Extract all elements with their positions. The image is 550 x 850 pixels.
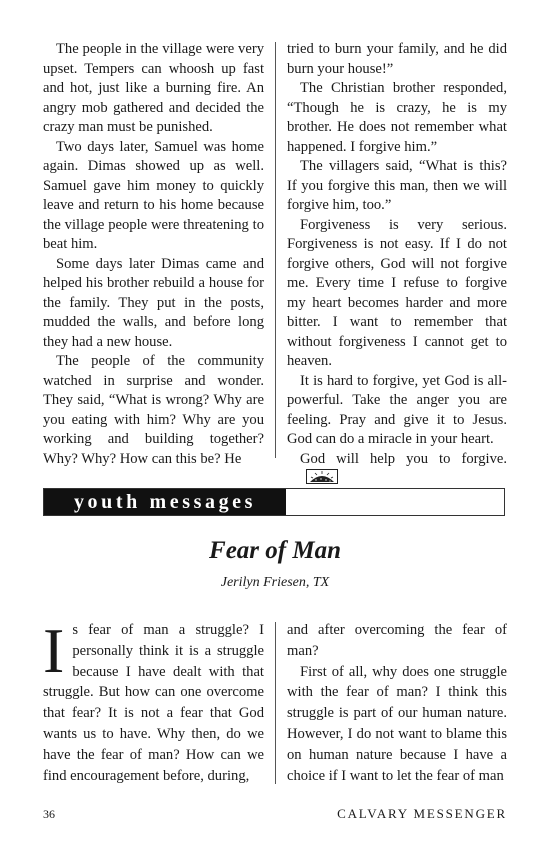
paragraph: tried to burn your family, and he did burn your house!”	[287, 41, 507, 77]
paragraph-text: s fear of man a struggle? I personally think it is a struggle because I have dealt with that struggle. But how can one overcome that fear? It is not a fear that God wants us to have. Why then, do we have the fear of man? How can we find encouragement before, during,	[43, 622, 264, 784]
paragraph: The Christian brother responded, “Though he is crazy, he is my brother. He does not remember what happened. I forgive him.”	[287, 80, 507, 155]
paragraph: The people in the village were very upset. Tempers can whoosh up fast and hot, just like a burning fire. An angry mob gathered and decided the crazy man must be punished.	[43, 41, 264, 135]
article-left-column	[43, 615, 264, 786]
closing-paragraph	[287, 450, 507, 491]
paragraph: The people of the community watched in surprise and wonder. They said, “What is wrong? Why are you eating with him? Why are you working and building together? Why? Why? How can this be? He	[43, 353, 264, 467]
paragraph: Forgiveness is very serious. Forgiveness is not easy. If I do not forgive others, God will not forgive me. Every time I refuse to forgive my heart becomes harder and more bitter. I want to remember that without forgiveness I cannot get to heaven.	[287, 216, 507, 369]
publication-title: CALVARY MESSENGER	[337, 806, 507, 821]
paragraph: Some days later Dimas came and helped his brother rebuild a house for the family. They put in the posts, mudded the walls, and before long they had a new house.	[43, 255, 264, 350]
section-banner-label: youth messages	[44, 489, 286, 515]
section-banner	[43, 488, 505, 516]
column-divider	[275, 622, 276, 784]
paragraph: First of all, why does one struggle with the fear of man? I think this struggle is part of our human nature. However, I do not want to blame this on human nature because I have a choice if I want to let the fear of man	[287, 663, 507, 784]
page-number: 36	[43, 807, 55, 821]
column-divider	[275, 42, 276, 458]
closing-line: God will help you to forgive.	[300, 450, 507, 467]
paragraph	[43, 615, 264, 786]
article-author: Jerilyn Friesen, TX	[220, 575, 330, 590]
top-right-column	[287, 40, 507, 491]
article-title: Fear of Man	[209, 537, 341, 564]
article-right-column	[287, 620, 507, 786]
paragraph: Two days later, Samuel was home again. Dimas showed up as well. Samuel gave him money to quickly leave and return to his home because the village people were threatening to beat him.	[43, 138, 264, 252]
paragraph: and after overcoming the fear of man?	[287, 622, 507, 659]
paragraph: The villagers said, “What is this? If you forgive this man, then we will forgive him, too.”	[287, 158, 507, 213]
paragraph: It is hard to forgive, yet God is all-powerful. Take the anger you are feeling. Pray and give it to Jesus. God can do a miracle in your heart.	[287, 372, 507, 447]
drop-cap: I	[43, 615, 65, 686]
top-left-column	[43, 40, 264, 469]
